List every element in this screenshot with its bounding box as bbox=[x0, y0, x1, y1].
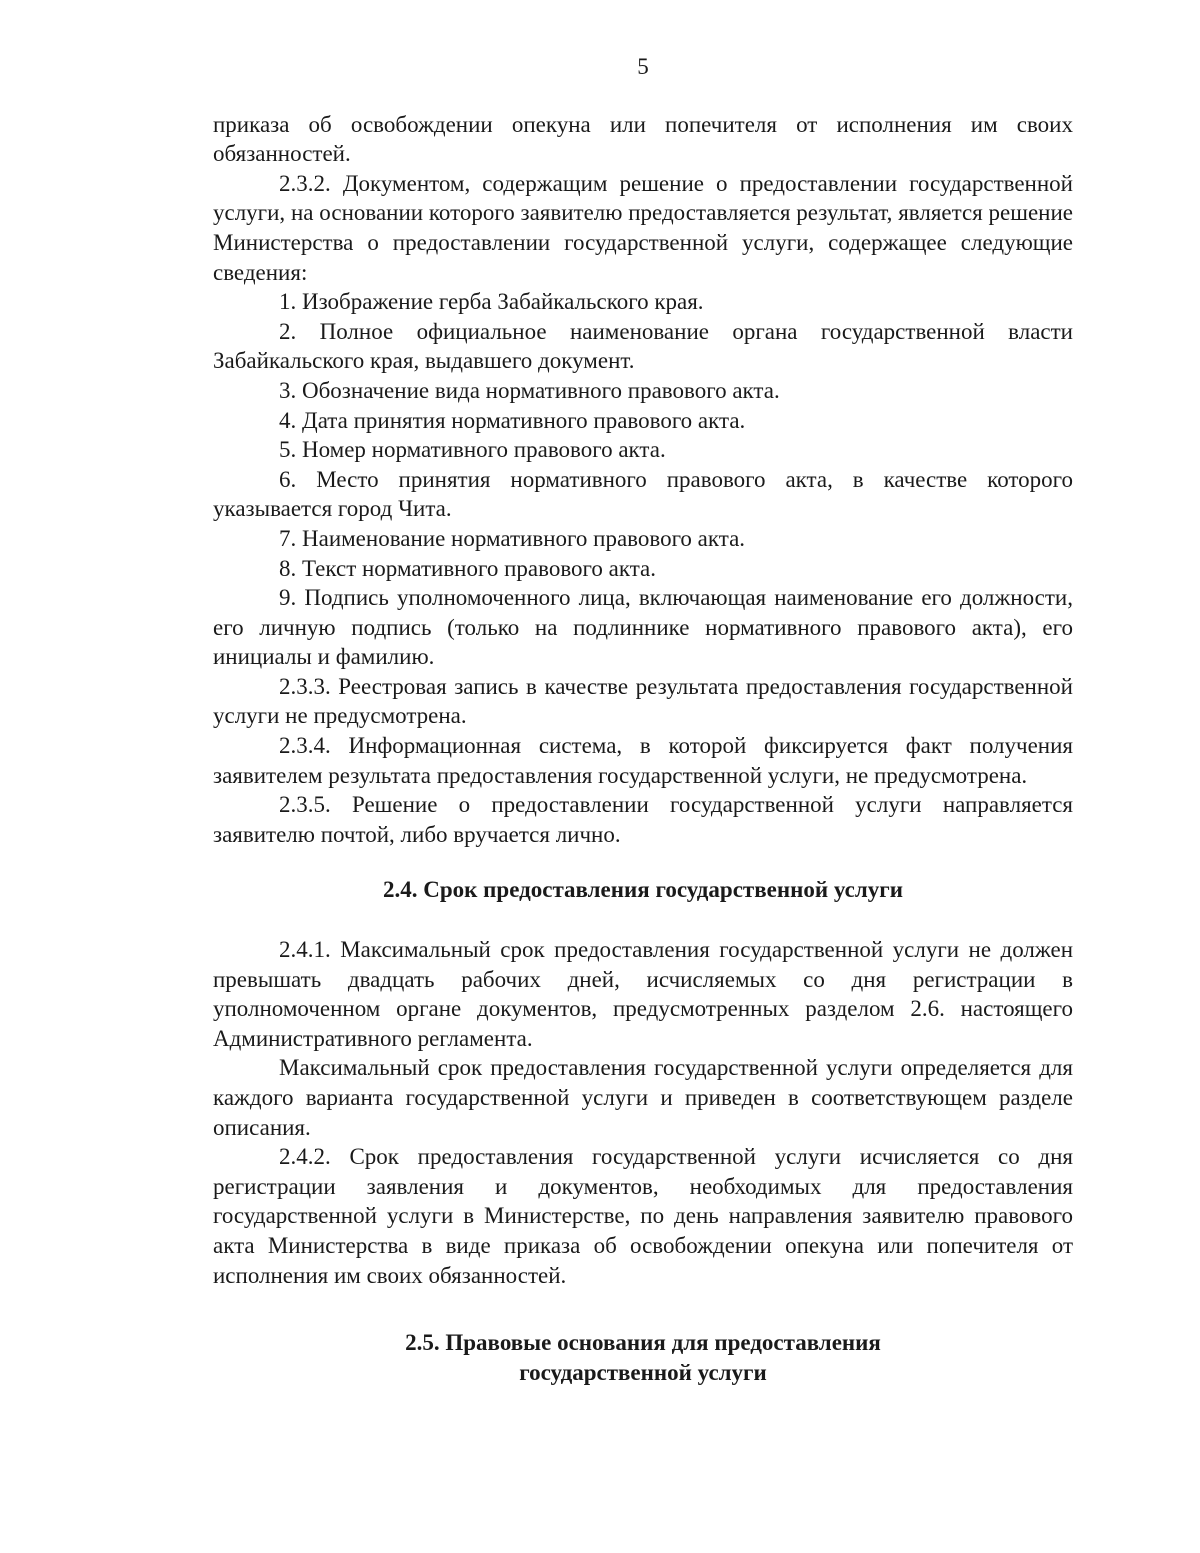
list-item-6: 6. Место принятия нормативного правового акта, в качестве которого указывается город Чита. bbox=[213, 466, 1073, 522]
paragraph-2-3-3: 2.3.3. Реестровая запись в качестве результата предоставления государственной услуги не предусмотрена. bbox=[213, 673, 1073, 729]
section-heading-2-4: 2.4. Срок предоставления государственной услуги bbox=[383, 877, 903, 903]
paragraph-2-3-5: 2.3.5. Решение о предоставлении государственной услуги направляется заявителю почтой, либо вручается лично. bbox=[213, 792, 1073, 847]
list-item-9: 9. Подпись уполномоченного лица, включающая наименование его должности, его личную подпись (только на подлиннике нормативного правового акта), его инициалы и фамилию. bbox=[213, 585, 1073, 670]
list-item-4: 4. Дата принятия нормативного правового акта. bbox=[279, 407, 746, 433]
list-item-7: 7. Наименование нормативного правового акта. bbox=[279, 525, 746, 551]
paragraph-continuation: приказа об освобождении опекуна или попечителя от исполнения им своих обязанностей. bbox=[213, 111, 1073, 167]
paragraph-2-3-4: 2.3.4. Информационная система, в которой фиксируется факт получения заявителем результата предоставления государственной услуги, не предусмотрена. bbox=[213, 733, 1073, 788]
document-page bbox=[213, 52, 1073, 1387]
paragraph-2-4-2: 2.4.2. Срок предоставления государственной услуги исчисляется со дня регистрации заявления и документов, необходимых для предоставления государственной услуги в Министерстве, по день направления заявителю правового акта Министерства в виде приказа об освобождении опекуна или попечителя от исполнения им своих обязанностей. bbox=[213, 1144, 1073, 1288]
page-number: 5 bbox=[637, 54, 649, 79]
paragraph-2-4-1: 2.4.1. Максимальный срок предоставления государственной услуги не должен превышать двадцать рабочих дней, исчисляемых со дня регистрации в уполномоченном органе документов, предусмотренных разделом 2.6. настоящего Административного регламента. bbox=[213, 937, 1073, 1051]
section-heading-2-5-line1: 2.5. Правовые основания для предоставления bbox=[405, 1330, 881, 1356]
paragraph-max-term: Максимальный срок предоставления государственной услуги определяется для каждого варианта государственной услуги и приведен в соответствующем разделе описания. bbox=[213, 1055, 1073, 1140]
list-item-8: 8. Текст нормативного правового акта. bbox=[279, 555, 657, 581]
list-item-1: 1. Изображение герба Забайкальского края. bbox=[279, 289, 704, 315]
list-item-3: 3. Обозначение вида нормативного правового акта. bbox=[279, 377, 780, 403]
list-item-5: 5. Номер нормативного правового акта. bbox=[279, 437, 666, 463]
section-heading-2-5 bbox=[213, 1328, 1073, 1387]
list-item-2: 2. Полное официальное наименование органа государственной власти Забайкальского края, выдавшего документ. bbox=[213, 318, 1073, 374]
paragraph-2-3-2: 2.3.2. Документом, содержащим решение о предоставлении государственной услуги, на основании которого заявителю предоставляется результат, является решение Министерства о предоставлении государственной услуги, содержащее следующие сведения: bbox=[213, 170, 1073, 285]
section-heading-2-5-line2: государственной услуги bbox=[519, 1359, 767, 1385]
